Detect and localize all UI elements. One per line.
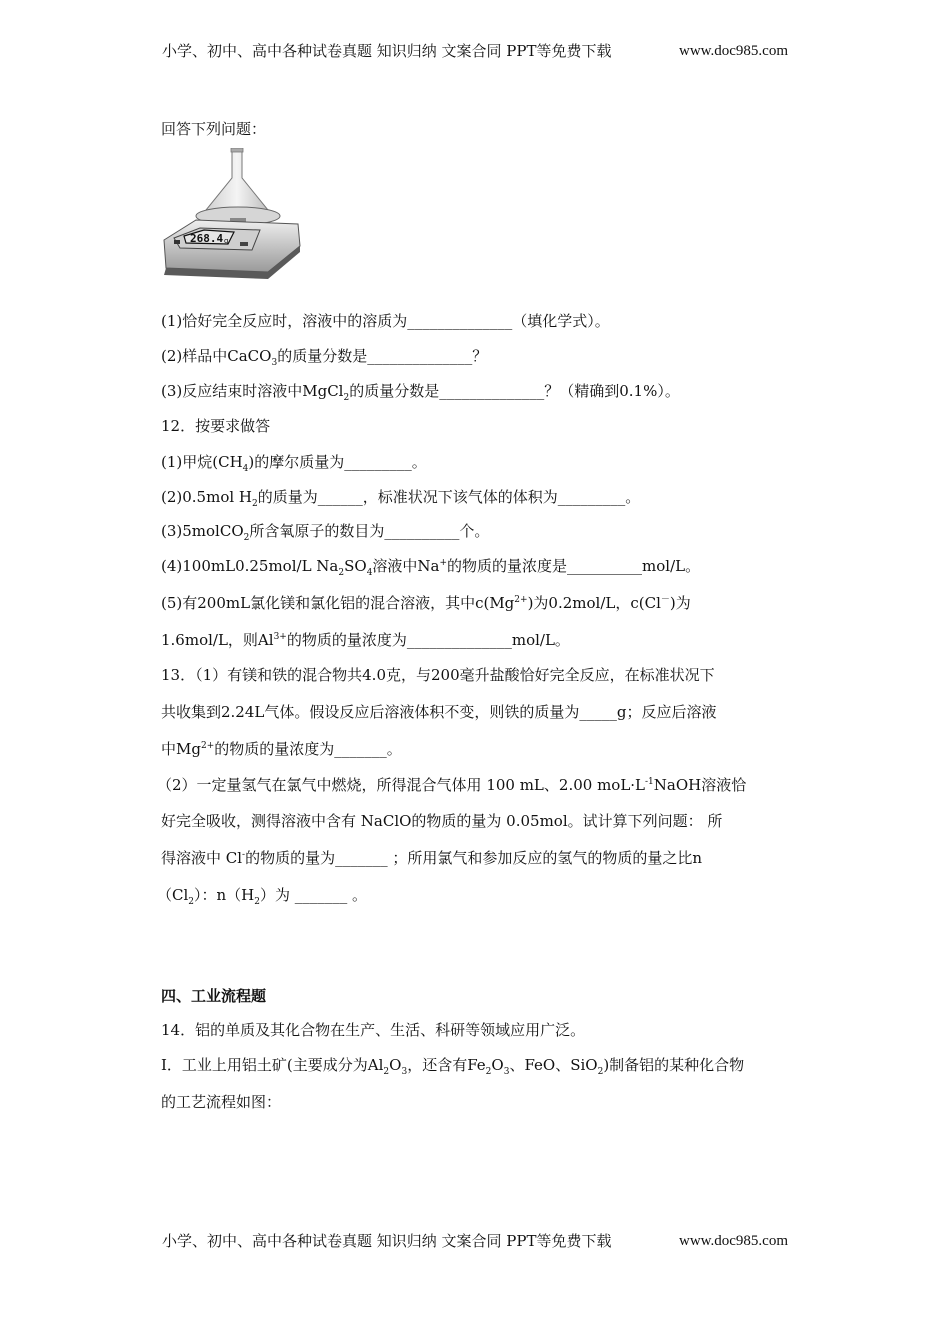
q11-part1: (1)恰好完全反应时，溶液中的溶质为______________（填化学式）。: [161, 312, 610, 330]
header-url[interactable]: www.doc985.com: [678, 43, 788, 59]
q12-part4: (4)100mL0.25mol/L $Na_2SO_4$溶液中Na+的物质的量浓度是__________mol/L。: [161, 557, 701, 578]
q13-line3: 中$Mg^{2+}$的物质的量浓度为_______。: [161, 740, 402, 758]
q12-title: 12．按要求做答: [161, 417, 271, 435]
q12-part3: (3)5molCO$_2$所含氧原子的数目为__________个。: [161, 522, 490, 543]
footer-title: 小学、初中、高中各种试卷真题 知识归纳 文案合同 PPT等免费下载: [162, 1232, 612, 1250]
q13-line5: 好完全吸收，测得溶液中含有 NaClO的物质的量为 0.05mol。试计算下列问题： 所: [161, 812, 723, 830]
q13-line7: $(Cl_2)$：$n(H_2)$为 _______ 。: [157, 886, 368, 907]
footer-url[interactable]: www.doc985.com: [678, 1233, 788, 1249]
q14-line2: I．工业上用铝土矿(主要成分为$Al_2O_3$，还含有$Fe_2O_3$、FeO、SiO$_2$)制备铝的某种化合物: [161, 1056, 745, 1077]
electronic-balance-image: [160, 148, 302, 280]
intro-text: 回答下列问题：: [161, 120, 267, 138]
q13-line2: 共收集到2.24L气体。假设反应后溶液体积不变，则铁的质量为_____g；反应后溶液: [161, 703, 717, 721]
q14-line1: 14．铝的单质及其化合物在生产、生活、科研等领域应用广泛。: [161, 1021, 586, 1039]
q11-part3: (3)反应结束时溶液中MgCl$_2$的质量分数是______________？（精确到0.1%）。: [161, 382, 680, 403]
section-heading: 四、工业流程题: [161, 987, 267, 1005]
q13-line6: 得溶液中 Cl-的物质的量为_______ ；所用氯气和参加反应的氢气的物质的量之比n: [161, 849, 703, 867]
balance-unit: g: [224, 237, 229, 245]
q12-part5-line2: 1.6mol/L，则$Al^{3+}$的物质的量浓度为______________mol/L。: [161, 631, 570, 649]
balance-readout: 268.4: [190, 232, 224, 245]
page-footer: [162, 1231, 788, 1251]
q13-line4: （2）一定量氢气在氯气中燃烧，所得混合气体用 100 mL、2.00 $moL\cdot L^{-1}NaOH$溶液恰: [157, 776, 747, 794]
q12-part2: (2)0.5mol $H_2$的质量为______，标准状况下该气体的体积为_________。: [161, 488, 641, 509]
q12-part1: (1)甲烷$(CH_4)$的摩尔质量为_________。: [161, 453, 427, 474]
q12-part5-line1: (5)有200mL氯化镁和氯化铝的混合溶液，其中$c(Mg^{2+})$为0.2mol/L，c(Cl－)为: [161, 594, 691, 612]
q14-line3: 的工艺流程如图：: [161, 1093, 282, 1111]
header-title: 小学、初中、高中各种试卷真题 知识归纳 文案合同 PPT等免费下载: [162, 42, 612, 60]
q11-part2: (2)样品中CaCO$_3$的质量分数是______________？: [161, 347, 488, 368]
q13-line1: 13．（1）有镁和铁的混合物共4.0克，与200毫升盐酸恰好完全反应，在标准状况下: [161, 666, 715, 684]
page-header: [162, 41, 788, 61]
